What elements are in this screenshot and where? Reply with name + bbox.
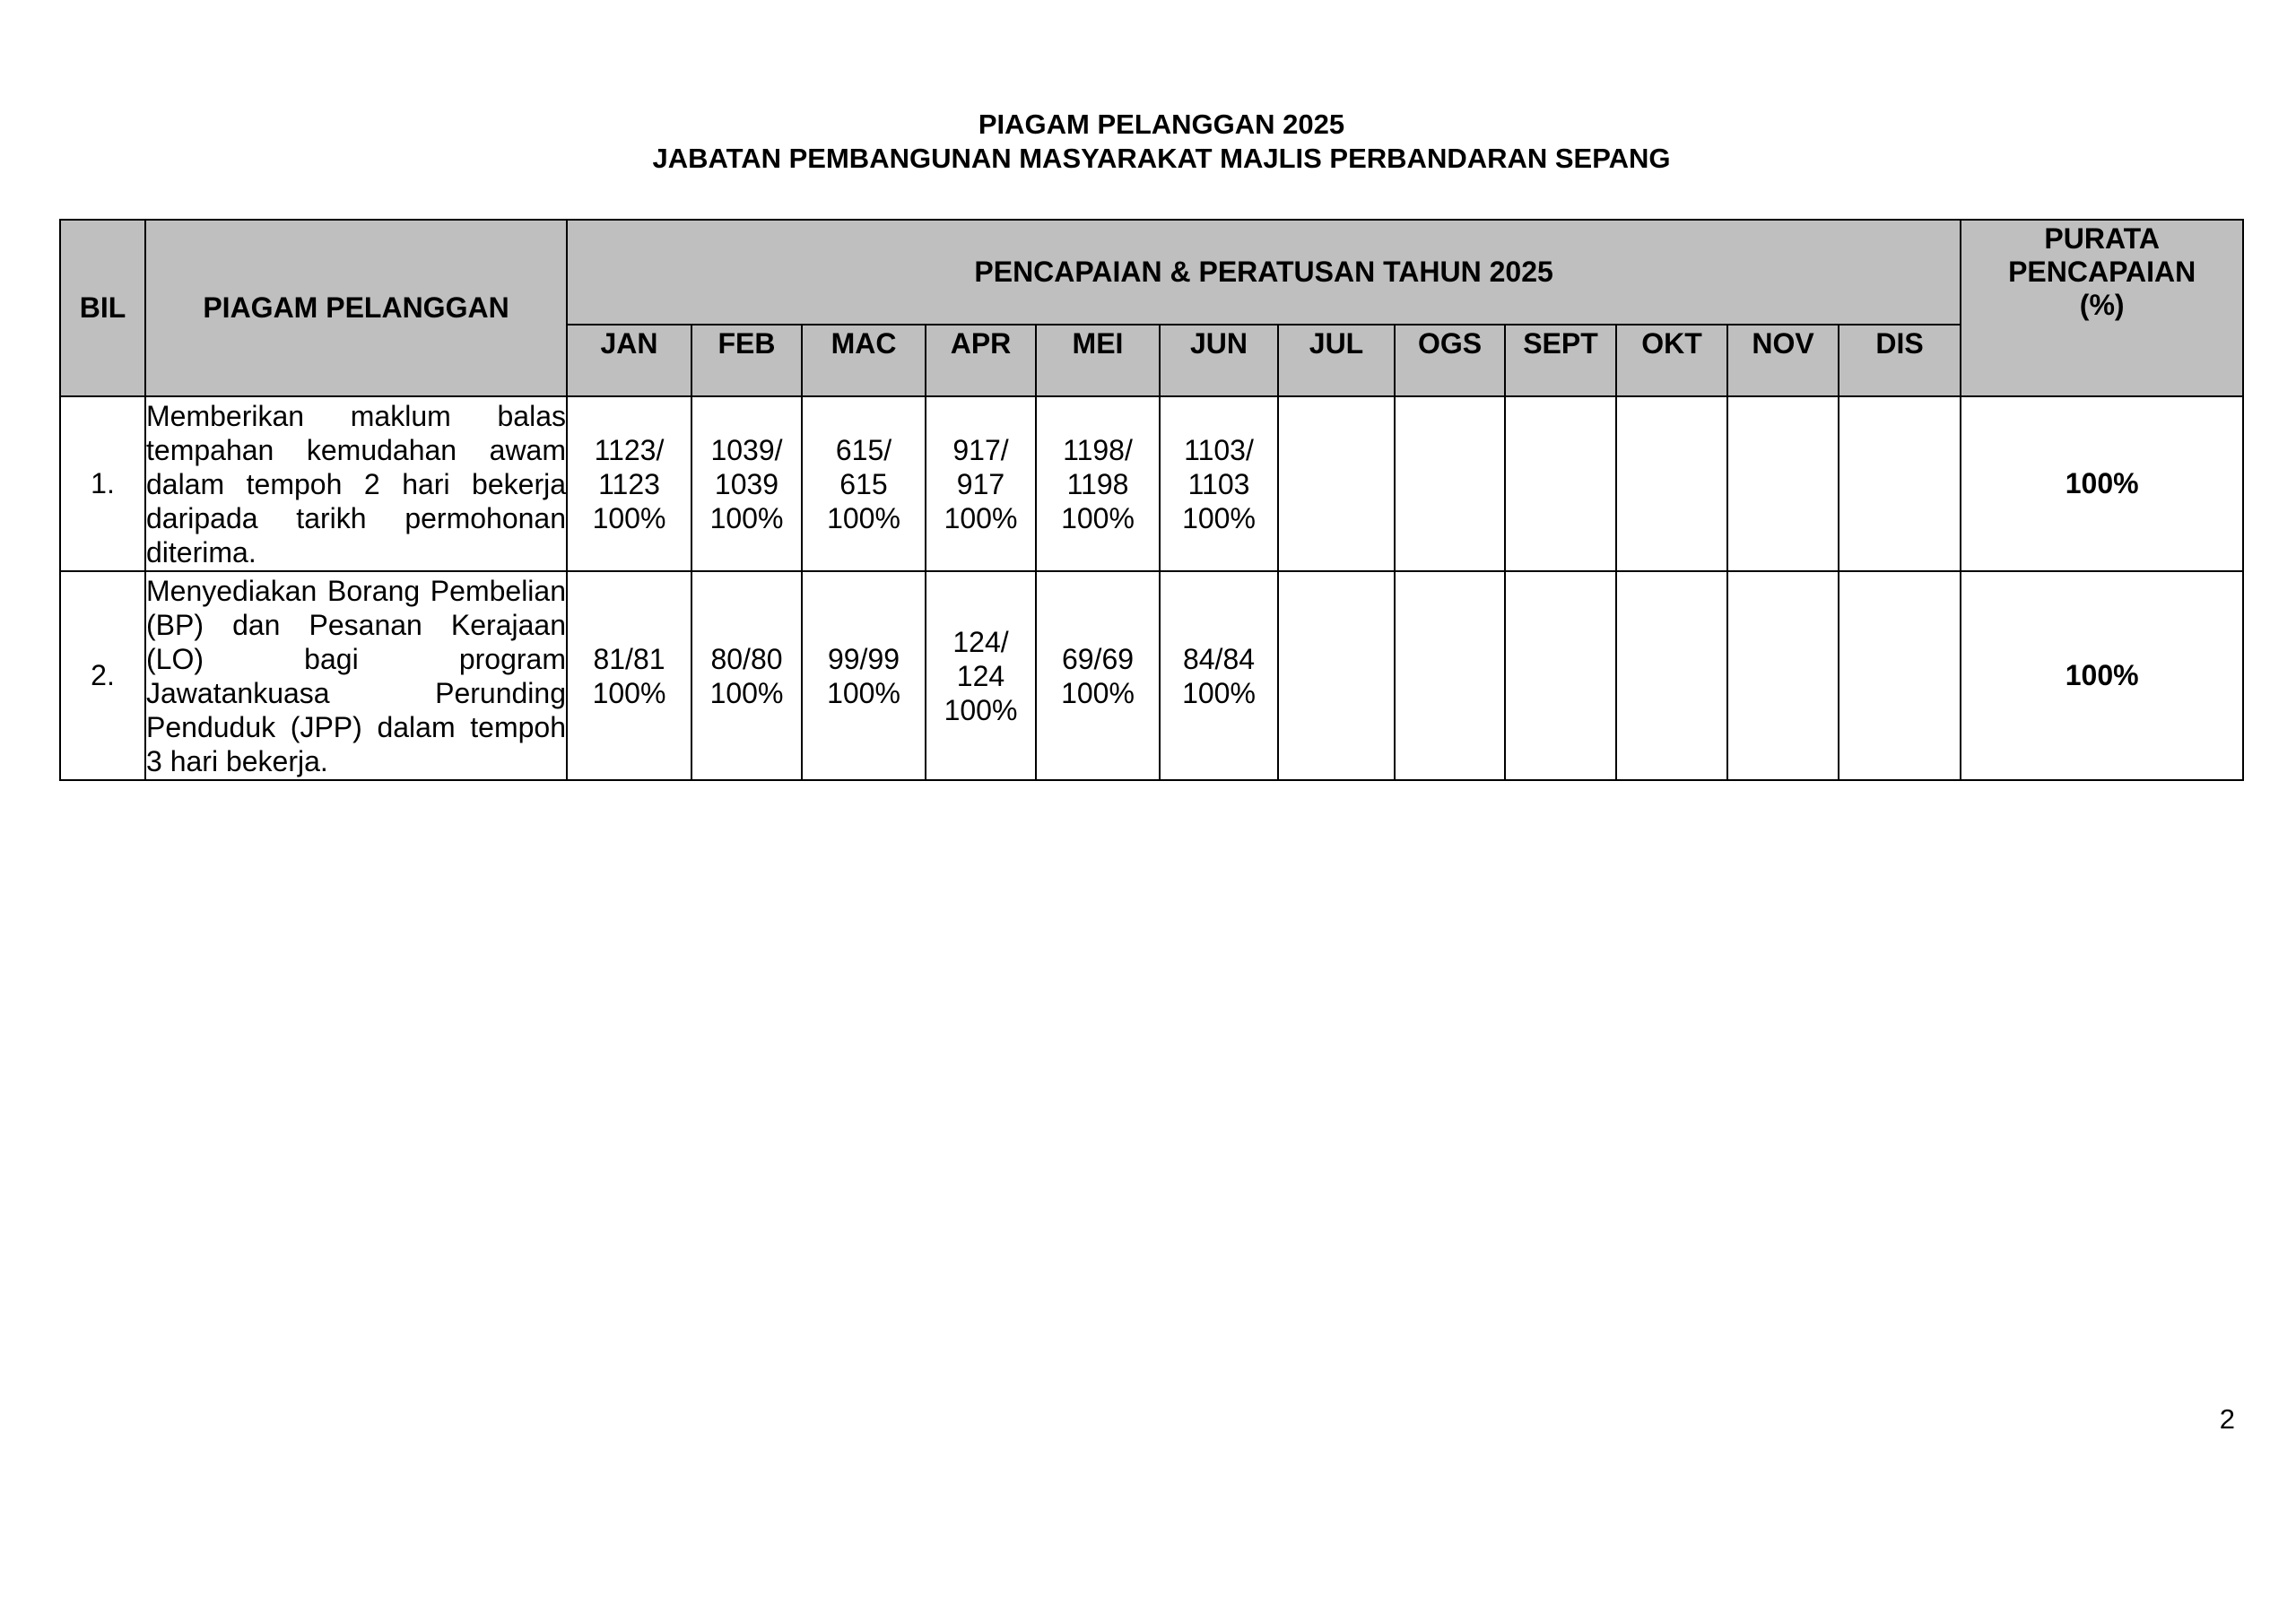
row-number: 1. bbox=[60, 396, 145, 571]
month-value bbox=[1395, 396, 1505, 571]
header-month: JUL bbox=[1278, 325, 1395, 396]
month-value bbox=[1616, 396, 1727, 571]
header-month: SEPT bbox=[1505, 325, 1616, 396]
header-purata-pencapaian: PURATA PENCAPAIAN (%) bbox=[1961, 220, 2243, 396]
month-value bbox=[1278, 571, 1395, 780]
header-month: NOV bbox=[1727, 325, 1839, 396]
document-header bbox=[0, 108, 2296, 176]
table-row bbox=[60, 396, 2243, 571]
month-value: 615/ 615 100% bbox=[802, 396, 926, 571]
month-value bbox=[1839, 396, 1961, 571]
month-value: 84/84 100% bbox=[1160, 571, 1278, 780]
month-value bbox=[1727, 571, 1839, 780]
month-value: 124/ 124 100% bbox=[926, 571, 1036, 780]
document-title: PIAGAM PELANGGAN 2025 bbox=[978, 108, 1345, 140]
header-bil: BIL bbox=[60, 220, 145, 396]
document-subtitle: JABATAN PEMBANGUNAN MASYARAKAT MAJLIS PERBANDARAN SEPANG bbox=[652, 143, 1671, 174]
month-value bbox=[1839, 571, 1961, 780]
month-value: 69/69 100% bbox=[1036, 571, 1160, 780]
month-value: 81/81 100% bbox=[567, 571, 691, 780]
month-value: 1123/ 1123 100% bbox=[567, 396, 691, 571]
header-row-top bbox=[60, 220, 2243, 325]
month-value: 80/80 100% bbox=[691, 571, 802, 780]
month-value bbox=[1395, 571, 1505, 780]
month-value bbox=[1616, 571, 1727, 780]
charter-description: Menyediakan Borang Pembelian (BP) dan Pesanan Kerajaan (LO) bagi program Jawatankuasa Perunding Penduduk (JPP) dalam tempoh 3 hari bekerja. bbox=[145, 571, 567, 780]
charter-description: Memberikan maklum balas tempahan kemudahan awam dalam tempoh 2 hari bekerja daripada tarikh permohonan diterima. bbox=[145, 396, 567, 571]
month-value: 1039/ 1039 100% bbox=[691, 396, 802, 571]
month-value: 1103/ 1103 100% bbox=[1160, 396, 1278, 571]
header-month: FEB bbox=[691, 325, 802, 396]
average-achievement: 100% bbox=[1961, 396, 2243, 571]
table-row bbox=[60, 571, 2243, 780]
month-value bbox=[1727, 396, 1839, 571]
header-month: JAN bbox=[567, 325, 691, 396]
header-month: OKT bbox=[1616, 325, 1727, 396]
header-pencapaian: PENCAPAIAN & PERATUSAN TAHUN 2025 bbox=[567, 220, 1961, 325]
month-value bbox=[1505, 396, 1616, 571]
month-value bbox=[1505, 571, 1616, 780]
month-value: 917/ 917 100% bbox=[926, 396, 1036, 571]
month-value: 1198/ 1198 100% bbox=[1036, 396, 1160, 571]
header-month: JUN bbox=[1160, 325, 1278, 396]
header-piagam-pelanggan: PIAGAM PELANGGAN bbox=[145, 220, 567, 396]
header-month: DIS bbox=[1839, 325, 1961, 396]
header-month: MAC bbox=[802, 325, 926, 396]
month-value: 99/99 100% bbox=[802, 571, 926, 780]
month-value bbox=[1278, 396, 1395, 571]
customer-charter-table bbox=[59, 219, 2244, 781]
header-month: OGS bbox=[1395, 325, 1505, 396]
average-achievement: 100% bbox=[1961, 571, 2243, 780]
page-number: 2 bbox=[2219, 1403, 2235, 1435]
header-month: MEI bbox=[1036, 325, 1160, 396]
header-month: APR bbox=[926, 325, 1036, 396]
row-number: 2. bbox=[60, 571, 145, 780]
